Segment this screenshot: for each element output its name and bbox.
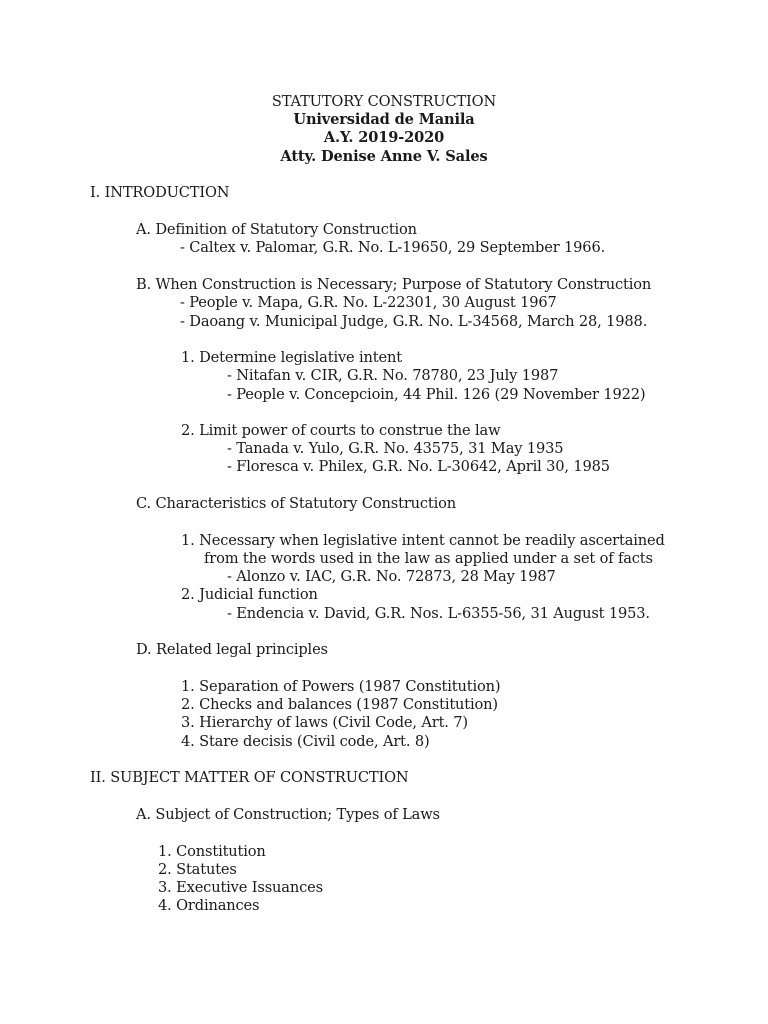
case-citation: - Floresca v. Philex, G.R. No. L-30642, April 30, 1985 [227, 458, 610, 475]
list-item: 2. Checks and balances (1987 Constitution) [181, 696, 498, 713]
section-heading-introduction: I. INTRODUCTION [90, 184, 230, 201]
case-citation: - Nitafan v. CIR, G.R. No. 78780, 23 July 1987 [227, 367, 559, 384]
professor-name: Atty. Denise Anne V. Sales [280, 148, 488, 165]
school-name: Universidad de Manila [293, 111, 475, 128]
subsection-title-a: A. Definition of Statutory Construction [136, 221, 417, 238]
case-citation: - Alonzo v. IAC, G.R. No. 72873, 28 May 1987 [227, 568, 556, 585]
list-item-continuation: from the words used in the law as applied under a set of facts [204, 550, 653, 567]
list-item: 2. Statutes [158, 861, 237, 878]
list-item-title: 2. Limit power of courts to construe the law [181, 422, 501, 439]
case-citation: - People v. Mapa, G.R. No. L-22301, 30 August 1967 [180, 294, 557, 311]
list-item: 3. Executive Issuances [158, 879, 323, 896]
case-citation: - Daoang v. Municipal Judge, G.R. No. L-34568, March 28, 1988. [180, 313, 648, 330]
section-heading-subject-matter: II. SUBJECT MATTER OF CONSTRUCTION [90, 769, 409, 786]
list-item: 4. Stare decisis (Civil code, Art. 8) [181, 733, 430, 750]
subsection-title-a: A. Subject of Construction; Types of Laws [136, 806, 440, 823]
list-item-title: 1. Determine legislative intent [181, 349, 402, 366]
list-item: 3. Hierarchy of laws (Civil Code, Art. 7) [181, 714, 468, 731]
list-item: 1. Constitution [158, 843, 266, 860]
list-item: 4. Ordinances [158, 897, 260, 914]
case-citation: - Caltex v. Palomar, G.R. No. L-19650, 29 September 1966. [180, 239, 606, 256]
academic-year: A.Y. 2019-2020 [323, 129, 445, 146]
subsection-title-c: C. Characteristics of Statutory Construction [136, 495, 457, 512]
case-citation: - People v. Concepcioin, 44 Phil. 126 (29 November 1922) [227, 386, 646, 403]
document-title: STATUTORY CONSTRUCTION [271, 93, 497, 110]
case-citation: - Endencia v. David, G.R. Nos. L-6355-56, 31 August 1953. [227, 605, 650, 622]
list-item-title: 2. Judicial function [181, 586, 318, 603]
list-item: 1. Separation of Powers (1987 Constitution) [181, 678, 501, 695]
subsection-title-d: D. Related legal principles [136, 641, 328, 658]
subsection-title-b: B. When Construction is Necessary; Purpose of Statutory Construction [136, 276, 652, 293]
case-citation: - Tanada v. Yulo, G.R. No. 43575, 31 May 1935 [227, 440, 564, 457]
list-item-title: 1. Necessary when legislative intent cannot be readily ascertained [181, 532, 665, 549]
